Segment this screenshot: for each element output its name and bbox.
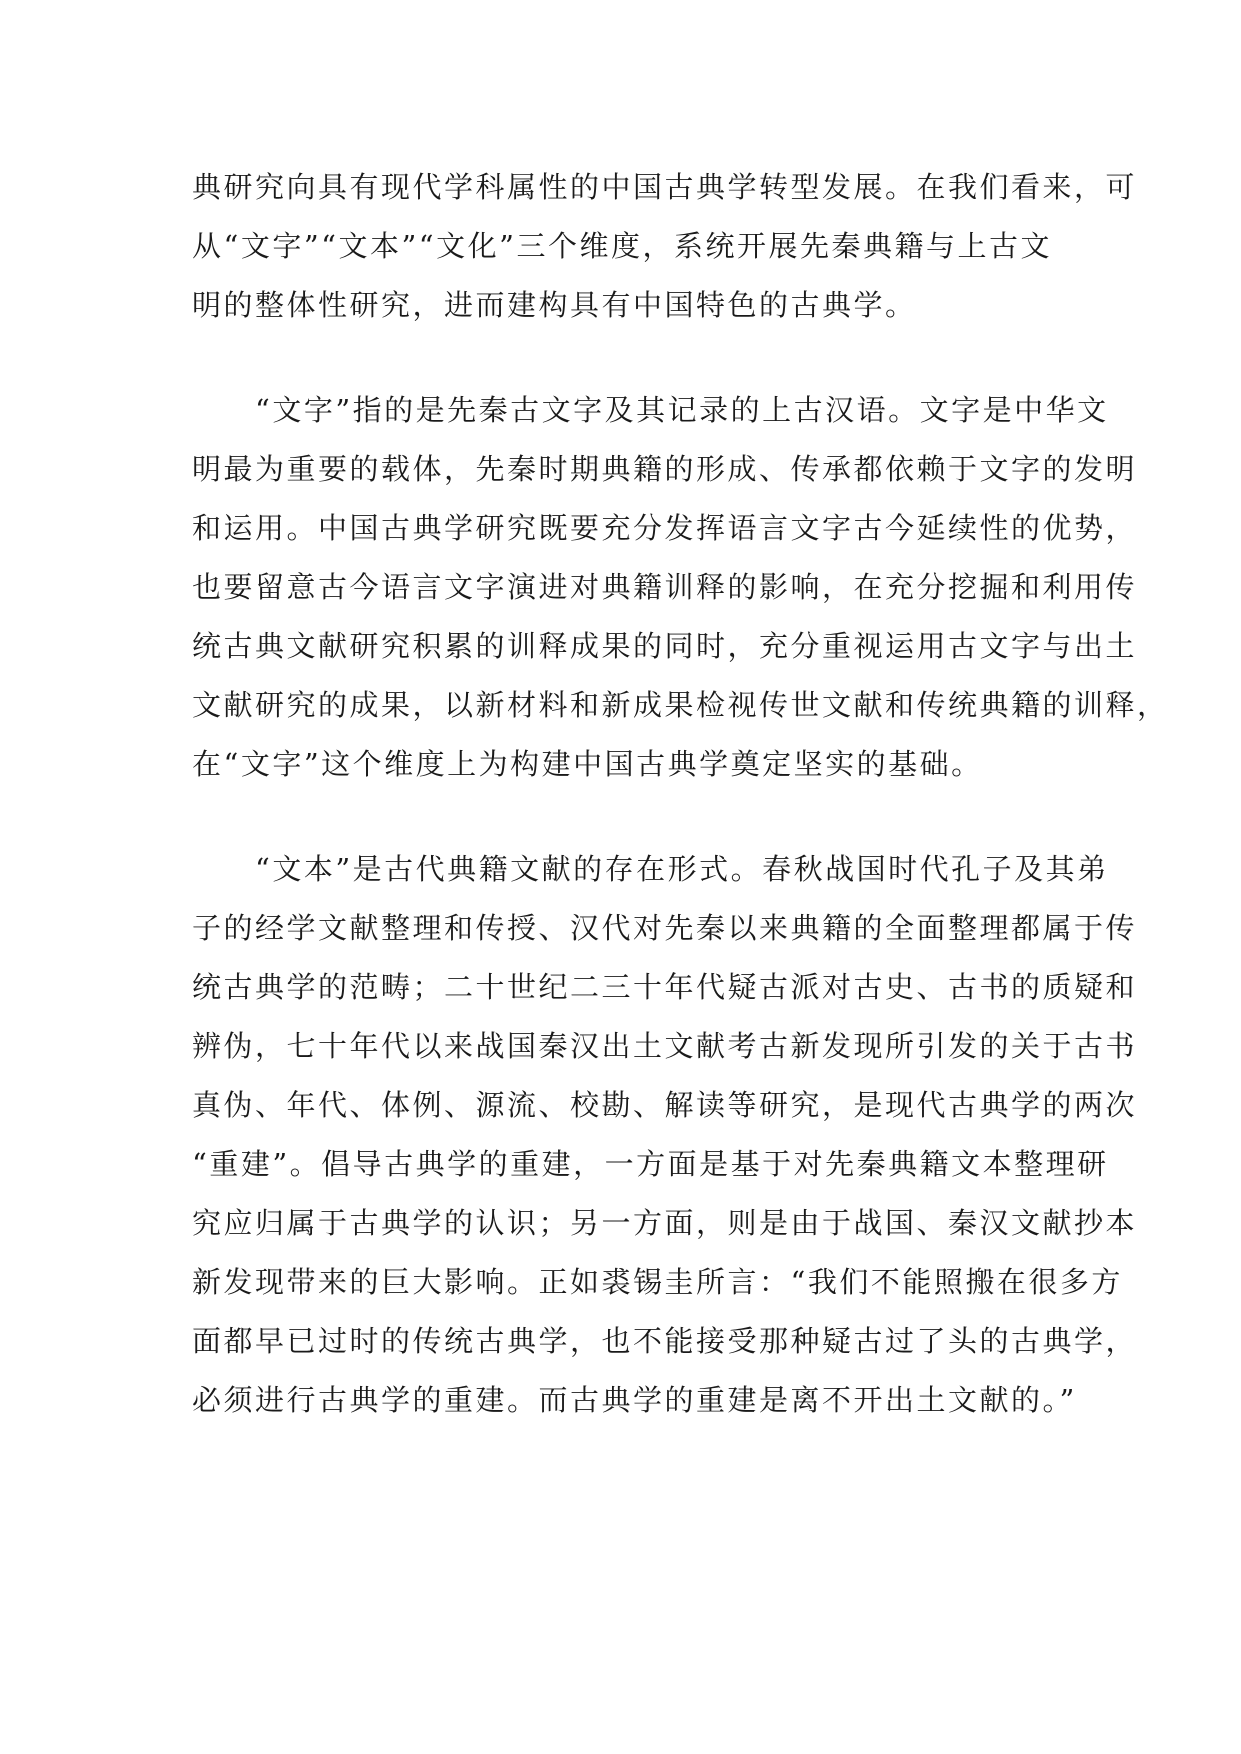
text-line: 面都早已过时的传统古典学，也不能接受那种疑古过了头的古典学， — [192, 1324, 1138, 1358]
text-line: 从“文字”“文本”“文化”三个维度，系统开展先秦典籍与上古文 — [192, 229, 1052, 263]
text-line: 统古典文献研究积累的训释成果的同时，充分重视运用古文字与出土 — [192, 629, 1138, 663]
paragraph-spacer — [192, 335, 1072, 381]
text-line: 在“文字”这个维度上为构建中国古典学奠定坚实的基础。 — [192, 747, 983, 781]
text-line: 究应归属于古典学的认识；另一方面，则是由于战国、秦汉文献抄本 — [192, 1206, 1138, 1240]
text-line: 和运用。中国古典学研究既要充分发挥语言文字古今延续性的优势， — [192, 511, 1138, 545]
text-line: 真伪、年代、体例、源流、校勘、解读等研究，是现代古典学的两次 — [192, 1088, 1138, 1122]
text-line: “文字”指的是先秦古文字及其记录的上古汉语。文字是中华文 — [192, 393, 1109, 427]
text-line: “文本”是古代典籍文献的存在形式。春秋战国时代孔子及其弟 — [192, 852, 1109, 886]
text-line: 明的整体性研究，进而建构具有中国特色的古典学。 — [192, 288, 917, 322]
text-line: “重建”。倡导古典学的重建，一方面是基于对先秦典籍文本整理研 — [192, 1147, 1109, 1181]
text-line: 统古典学的范畴；二十世纪二三十年代疑古派对古史、古书的质疑和 — [192, 970, 1138, 1004]
text-line: 辨伪，七十年代以来战国秦汉出土文献考古新发现所引发的关于古书 — [192, 1029, 1138, 1063]
text-line: 也要留意古今语言文字演进对典籍训释的影响，在充分挖掘和利用传 — [192, 570, 1138, 604]
text-line: 明最为重要的载体，先秦时期典籍的形成、传承都依赖于文字的发明 — [192, 452, 1138, 486]
paragraph-1 — [192, 158, 1138, 335]
text-line: 子的经学文献整理和传授、汉代对先秦以来典籍的全面整理都属于传 — [192, 911, 1138, 945]
document-body — [192, 158, 1169, 1430]
paragraph-spacer — [192, 794, 1072, 840]
text-line: 文献研究的成果，以新材料和新成果检视传世文献和传统典籍的训释， — [192, 688, 1169, 722]
text-line: 必须进行古典学的重建。而古典学的重建是离不开出土文献的。” — [192, 1383, 1077, 1417]
paragraph-3 — [192, 840, 1138, 1430]
paragraph-2 — [192, 381, 1169, 794]
text-line: 新发现带来的巨大影响。正如裘锡圭所言：“我们不能照搬在很多方 — [192, 1265, 1123, 1299]
text-line: 典研究向具有现代学科属性的中国古典学转型发展。在我们看来，可 — [192, 170, 1138, 204]
